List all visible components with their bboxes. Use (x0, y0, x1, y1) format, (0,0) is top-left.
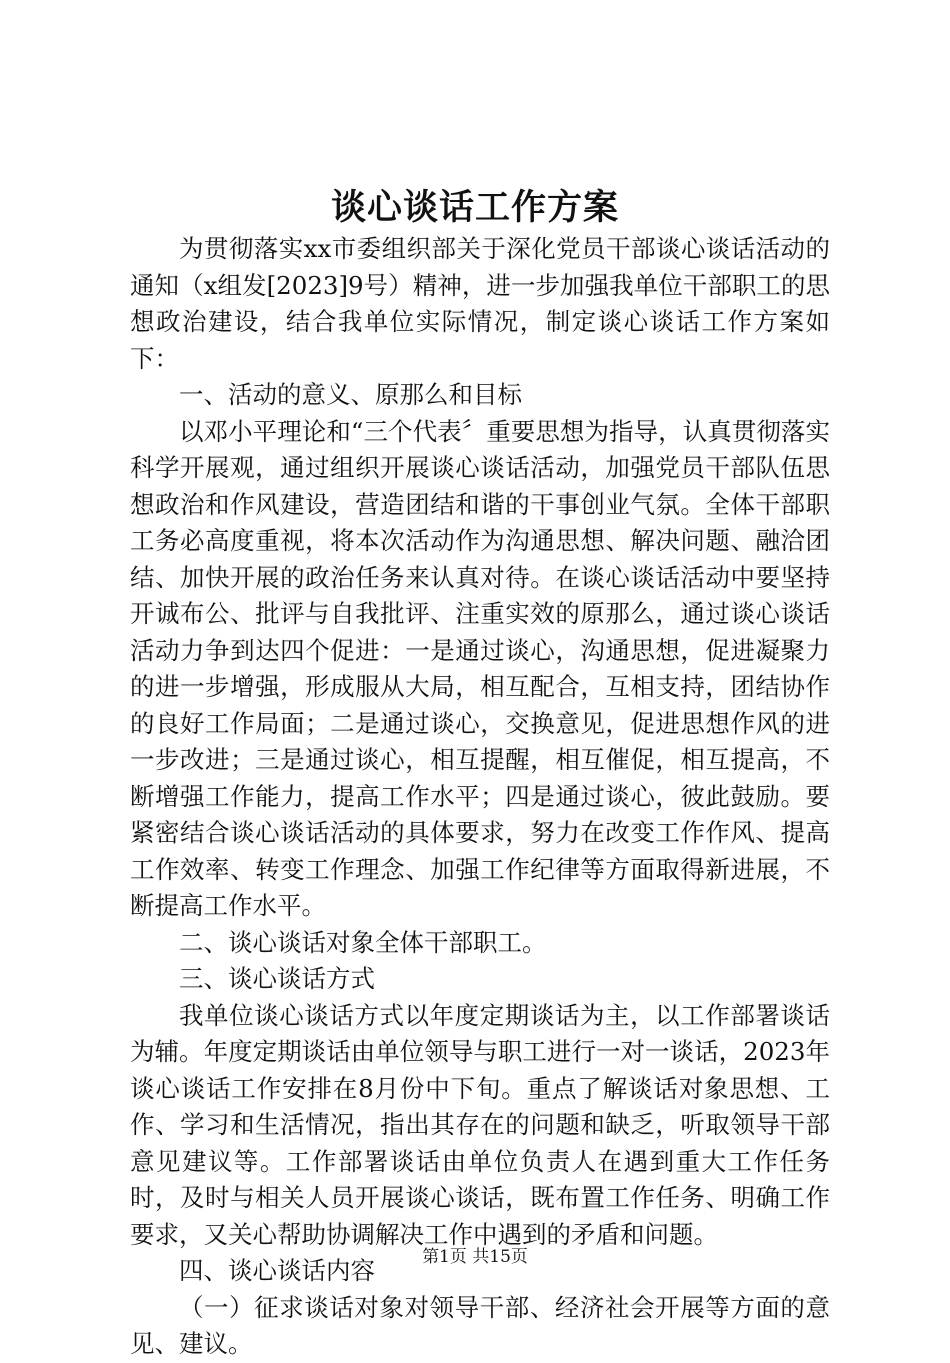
section-heading-2: 二、谈心谈话对象全体干部职工。 (179, 927, 547, 957)
section-heading-4: 四、谈心谈话内容 (179, 1256, 375, 1285)
section-heading-1: 一、活动的意义、原那么和目标 (179, 380, 522, 409)
page-number-footer: 第1页 共15页 (422, 1247, 528, 1267)
document-body (130, 231, 830, 1363)
section-heading-3: 三、谈心谈话方式 (179, 964, 375, 993)
section-1-paragraph: 以邓小平理论和“三个代表〞重要思想为指导，认真贯彻落实科学开展观，通过组织开展谈心谈话活动，加强党员干部队伍思想政治和作风建设，营造团结和谐的干事创业气氛。全体干部职工务必高度重视，将本次活动作为沟通思想、解决问题、融洽团结、加快开展的政治任务来认真对待。在谈心谈话活动中要坚持开诚布公、批评与自我批评、注重实效的原那么，通过谈心谈话活动力争到达四个促进：一是通过谈心，沟通思想，促进凝聚力的进一步增强，形成服从大局，相互配合，互相支持，团结协作的良好工作局面；二是通过谈心，交换意见，促进思想作风的进一步改进；三是通过谈心，相互提醒，相互催促，相互提高，不断增强工作能力，提高工作水平；四是通过谈心，彼此鼓励。要紧密结合谈心谈话活动的具体要求，努力在改变工作作风、提高工作效率、转变工作理念、加强工作纪律等方面取得新进展，不断提高工作水平。 (130, 416, 830, 920)
intro-paragraph: 为贯彻落实xx市委组织部关于深化党员干部谈心谈话活动的通知（x组发[2023]9号）精神，进一步加强我单位干部职工的思想政治建设，结合我单位实际情况，制定谈心谈话工作方案如下： (130, 234, 830, 373)
document-title: 谈心谈话工作方案 (330, 187, 619, 228)
section-3-paragraph: 我单位谈心谈话方式以年度定期谈话为主，以工作部署谈话为辅。年度定期谈话由单位领导与职工进行一对一谈话，2023年谈心谈话工作安排在8月份中下旬。重点了解谈话对象思想、工作、学习和生活情况，指出其存在的问题和缺乏，听取领导干部意见建议等。工作部署谈话由单位负责人在遇到重大工作任务时，及时与相关人员开展谈心谈话，既布置工作任务、明确工作要求，又关心帮助协调解决工作中遇到的矛盾和问题。 (130, 1000, 830, 1249)
section-4-item-1: （一）征求谈话对象对领导干部、经济社会开展等方面的意见、建议。 (130, 1292, 830, 1358)
